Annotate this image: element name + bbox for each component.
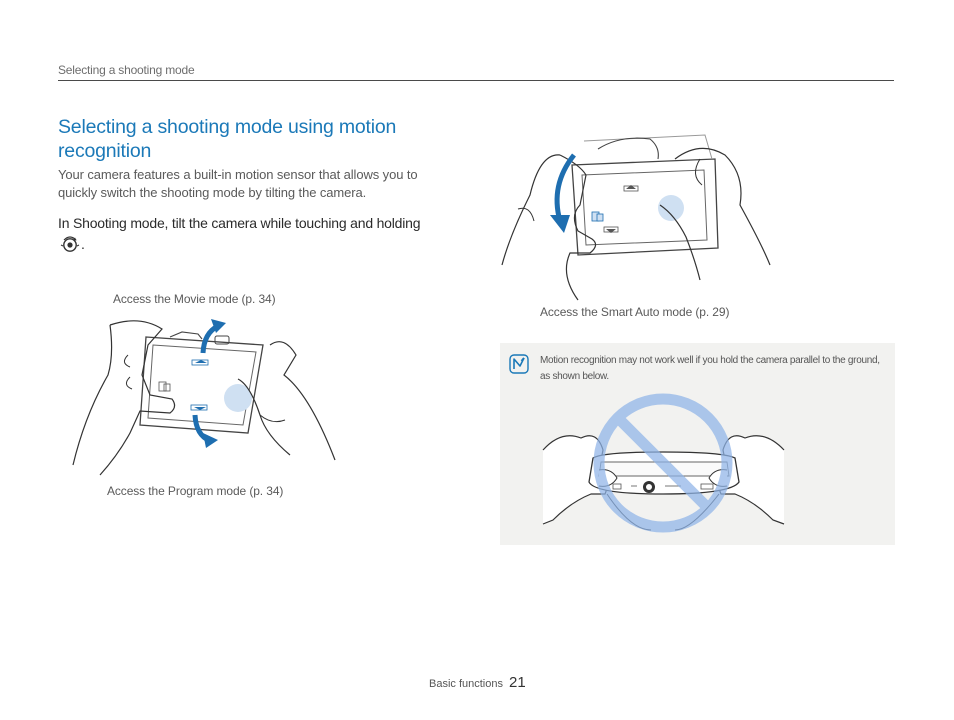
camera-illustration xyxy=(572,135,718,255)
intro-paragraph: Your camera features a built-in motion sensor that allows you to quickly switch the shooting mode by tilting the camera. xyxy=(58,167,418,200)
step-text: In Shooting mode, tilt the camera while touching and holding xyxy=(58,215,421,231)
instruction-step xyxy=(58,213,428,255)
tilt-left-illustration xyxy=(500,135,770,300)
caption-movie-mode: Access the Movie mode (p. 34) xyxy=(113,292,276,306)
step-text-end: . xyxy=(81,236,85,252)
note-pencil-icon xyxy=(509,354,529,374)
caption-program-mode: Access the Program mode (p. 34) xyxy=(107,484,284,498)
tilt-up-down-illustration xyxy=(70,315,340,480)
breadcrumb: Selecting a shooting mode xyxy=(58,63,195,77)
header-rule xyxy=(58,80,894,81)
page-number: 21 xyxy=(509,674,526,691)
footer-section-label: Basic functions xyxy=(429,678,503,690)
parallel-hold-illustration xyxy=(541,390,786,530)
motion-recognition-icon xyxy=(60,235,80,253)
page-title: Selecting a shooting mode using motion recognition xyxy=(58,116,397,162)
note-text: Motion recognition may not work well if you hold the camera parallel to the ground, as shown below. xyxy=(540,355,880,382)
caption-smart-auto-mode: Access the Smart Auto mode (p. 29) xyxy=(540,305,730,319)
